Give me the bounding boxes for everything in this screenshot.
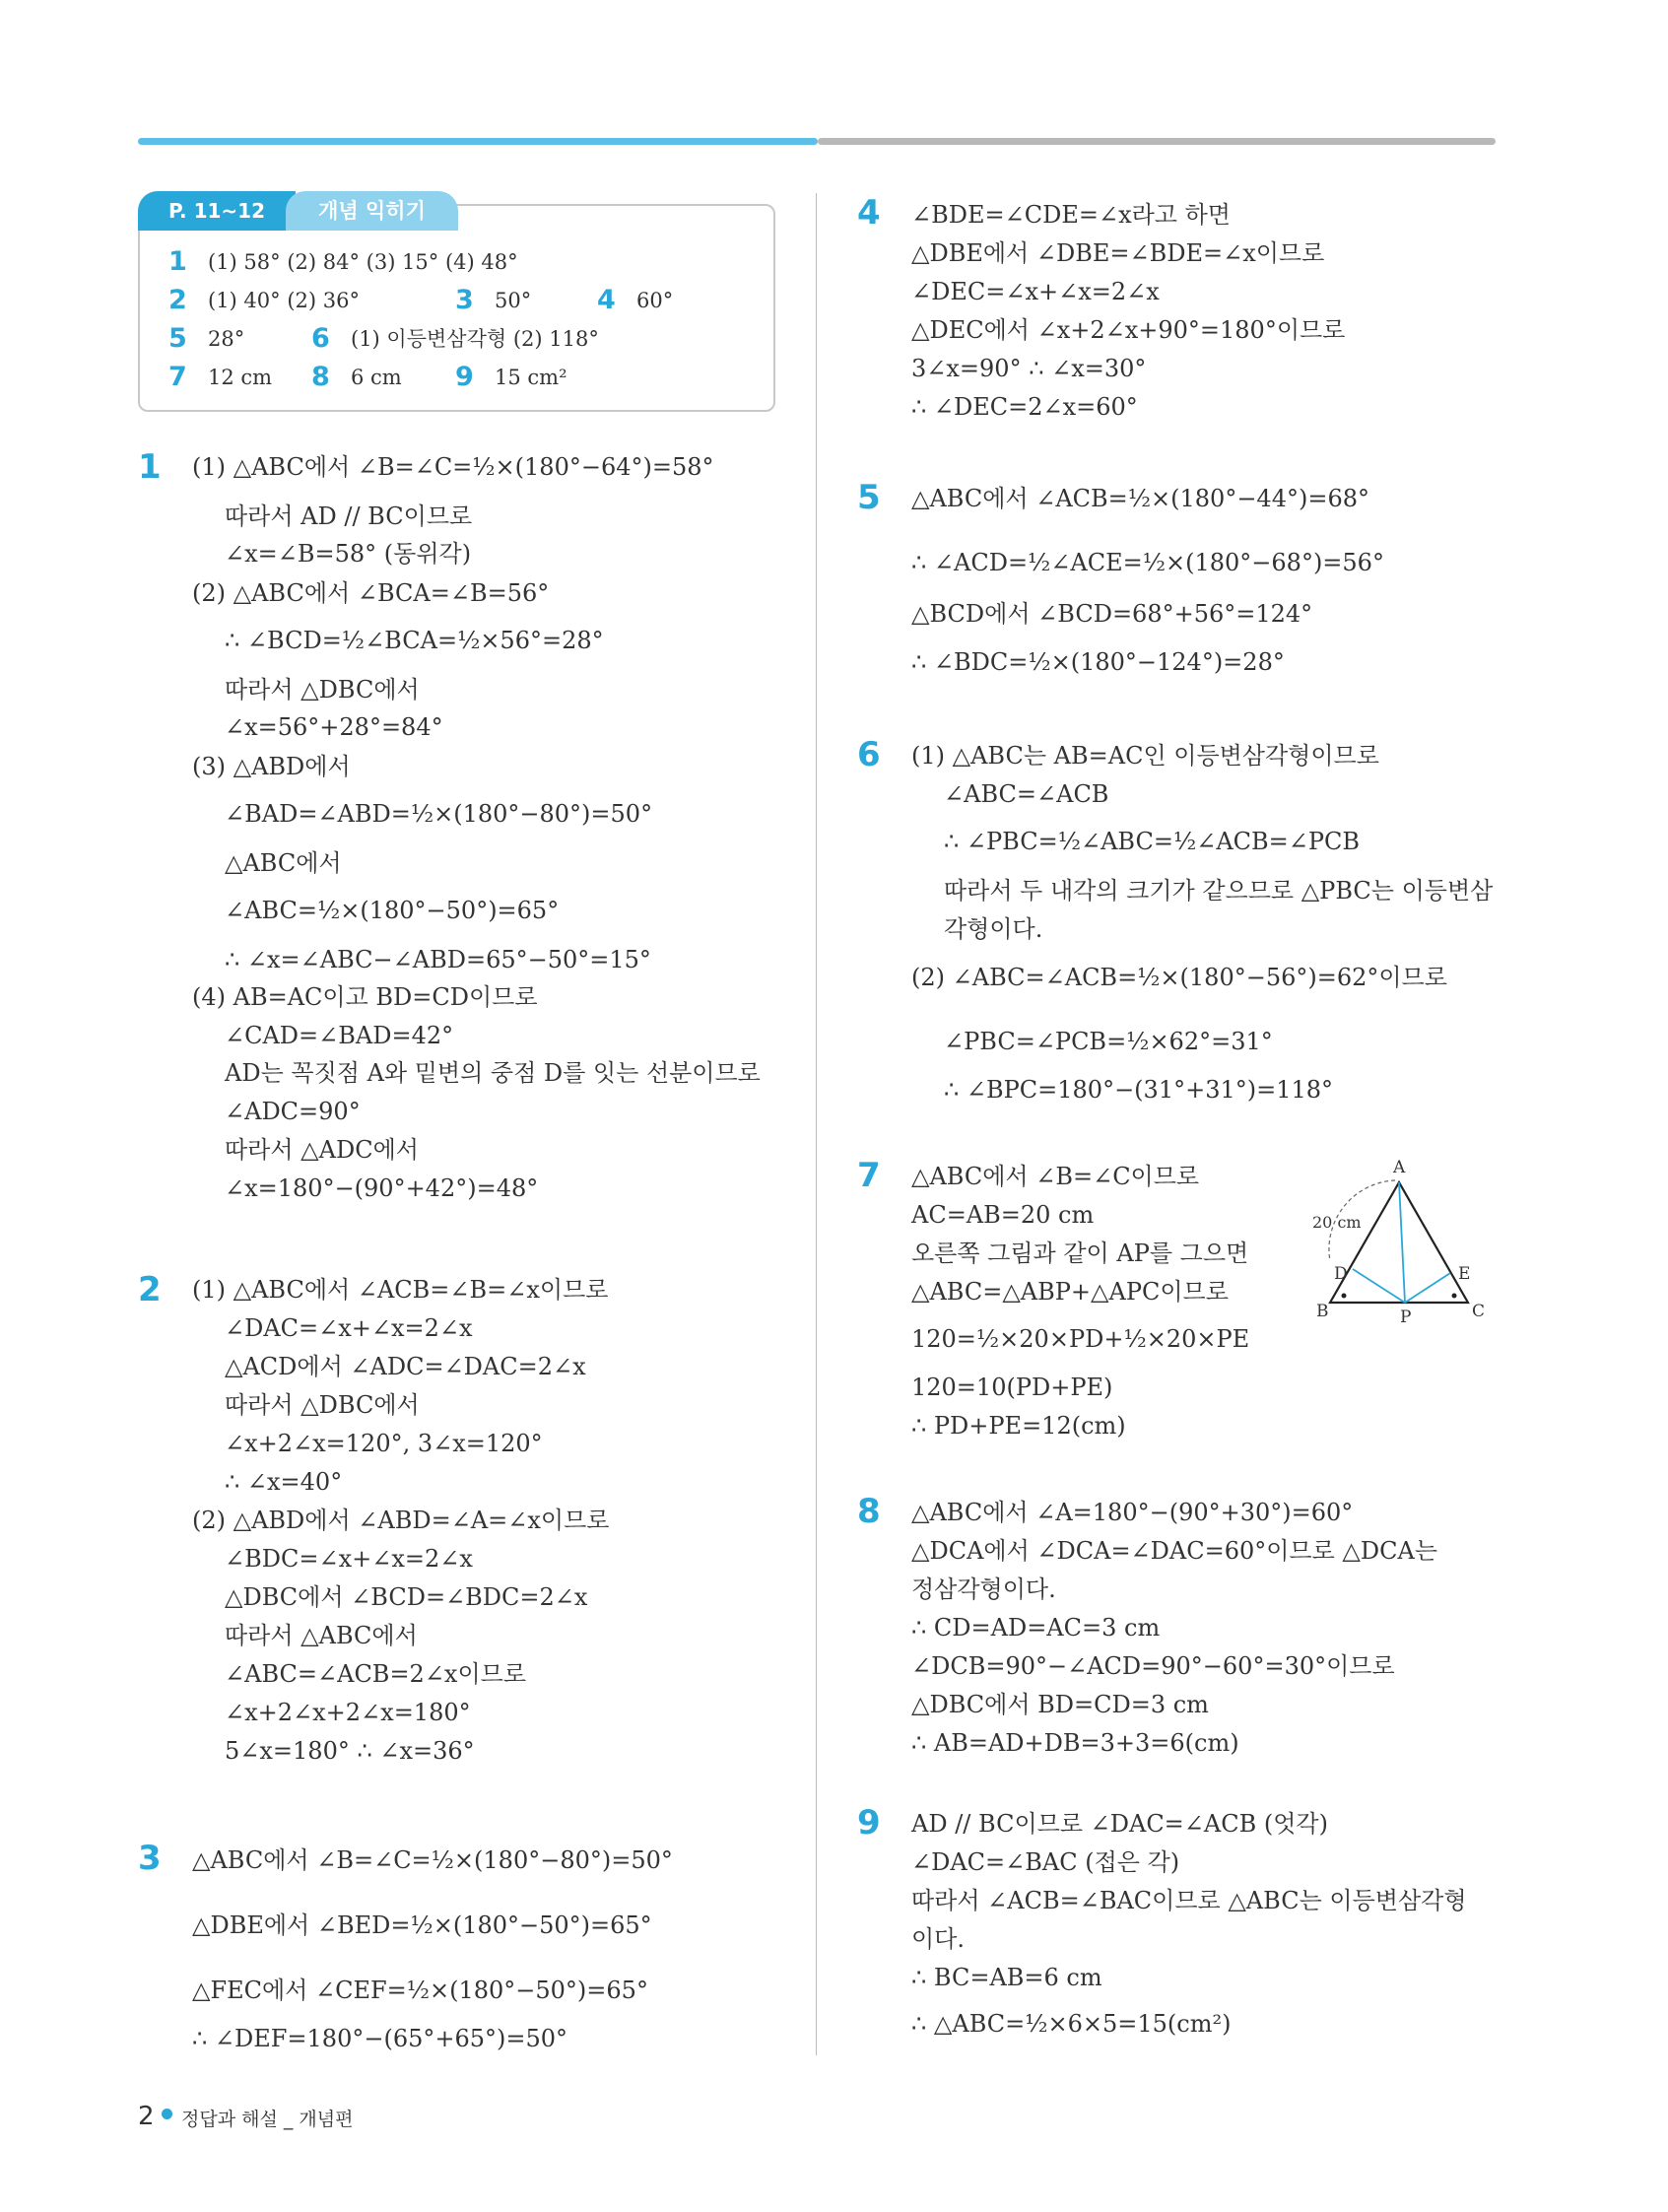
- solution-line: ∴ △ABC=½×6×5=15(cm²): [911, 2010, 1232, 2038]
- segment-pd: [1353, 1269, 1405, 1303]
- solution-line: ∠ABC=∠ACB: [944, 780, 1109, 808]
- answer-text: 50°: [495, 289, 532, 312]
- problem-number-5: 5: [857, 478, 881, 517]
- solution-line: ∠DEC=∠x+∠x=2∠x: [911, 278, 1160, 305]
- label-p: P: [1400, 1307, 1412, 1327]
- solution-line: △ACD에서 ∠ADC=∠DAC=2∠x: [225, 1353, 586, 1380]
- solution-line: ∠ABC=∠ACB=2∠x이므로: [225, 1660, 527, 1688]
- solution-line: (3) △ABD에서: [192, 753, 351, 780]
- problem-number-1: 1: [138, 447, 162, 487]
- solution-line: △BCD에서 ∠BCD=68°+56°=124°: [911, 600, 1313, 628]
- solution-line: 각형이다.: [944, 915, 1043, 943]
- solution-line: △ABC에서: [225, 849, 342, 877]
- header-line-blue: [138, 138, 818, 145]
- solution-line: ∠x+2∠x+2∠x=180°: [225, 1699, 471, 1726]
- solution-line: ∴ ∠x=∠ABC−∠ABD=65°−50°=15°: [225, 946, 651, 973]
- segment-ap: [1399, 1182, 1405, 1303]
- solution-line: △ABC에서 ∠ACB=½×(180°−44°)=68°: [911, 485, 1369, 512]
- solution-line: △DEC에서 ∠x+2∠x+90°=180°이므로: [911, 316, 1346, 344]
- label-b: B: [1316, 1302, 1329, 1321]
- answer-num: 6: [311, 323, 330, 354]
- answer-text: 6 cm: [351, 366, 402, 389]
- solution-line: ∠PBC=∠PCB=½×62°=31°: [944, 1028, 1273, 1055]
- solution-line: ∴ AB=AD+DB=3+3=6(cm): [911, 1729, 1239, 1757]
- solution-line: 따라서 △ABC에서: [225, 1622, 418, 1649]
- solution-line: 3∠x=90° ∴ ∠x=30°: [911, 355, 1147, 382]
- answer-num: 7: [168, 362, 187, 392]
- solution-line: AC=AB=20 cm: [911, 1201, 1095, 1229]
- section-title-tab: 개념 익히기: [286, 191, 458, 231]
- solution-line: ∴ ∠BPC=180°−(31°+31°)=118°: [944, 1076, 1334, 1104]
- answer-num: 1: [168, 246, 187, 277]
- solution-line: ∠BDC=∠x+∠x=2∠x: [225, 1545, 473, 1573]
- solution-line: △FEC에서 ∠CEF=½×(180°−50°)=65°: [192, 1977, 648, 2004]
- answer-text: 12 cm: [208, 366, 273, 389]
- solution-line: △DBC에서 BD=CD=3 cm: [911, 1691, 1209, 1718]
- answer-text: (1) 58° (2) 84° (3) 15° (4) 48°: [208, 250, 518, 274]
- solution-line: (2) △ABC에서 ∠BCA=∠B=56°: [192, 579, 550, 607]
- solution-line: ∠x=180°−(90°+42°)=48°: [225, 1174, 539, 1202]
- answer-text: 60°: [636, 289, 674, 312]
- solution-line: ∴ BC=AB=6 cm: [911, 1964, 1102, 1991]
- solution-line: 이다.: [911, 1925, 965, 1953]
- solution-line: 120=10(PD+PE): [911, 1374, 1113, 1401]
- problem-number-4: 4: [857, 193, 881, 233]
- answer-num: 3: [455, 285, 474, 315]
- solution-line: 따라서 △DBC에서: [225, 676, 420, 704]
- label-a: A: [1393, 1158, 1406, 1177]
- solution-line: AD // BC이므로 ∠DAC=∠ACB (엇각): [911, 1810, 1328, 1838]
- answer-num: 4: [597, 285, 616, 315]
- label-c: C: [1472, 1302, 1486, 1321]
- problem-number-9: 9: [857, 1803, 881, 1843]
- triangle-figure: [1301, 1153, 1498, 1330]
- solution-line: ∴ ∠DEC=2∠x=60°: [911, 393, 1138, 421]
- solution-line: ∴ ∠BDC=½×(180°−124°)=28°: [911, 648, 1285, 676]
- angle-mark-b: [1342, 1294, 1347, 1299]
- solution-line: (1) △ABC에서 ∠B=∠C=½×(180°−64°)=58°: [192, 453, 714, 481]
- angle-mark-c: [1452, 1294, 1457, 1299]
- problem-number-2: 2: [138, 1270, 162, 1309]
- answer-text: 28°: [208, 327, 245, 351]
- header-line-gray: [818, 138, 1496, 145]
- solution-line: (4) AB=AC이고 BD=CD이므로: [192, 983, 538, 1011]
- solution-line: △ABC에서 ∠B=∠C이므로: [911, 1163, 1200, 1190]
- solution-line: ∠DAC=∠BAC (접은 각): [911, 1848, 1180, 1876]
- solution-line: ∴ ∠PBC=½∠ABC=½∠ACB=∠PCB: [944, 828, 1361, 855]
- solution-line: (1) △ABC는 AB=AC인 이등변삼각형이므로: [911, 742, 1379, 770]
- problem-number-8: 8: [857, 1492, 881, 1531]
- solution-line: 정삼각형이다.: [911, 1575, 1056, 1603]
- solution-line: ∠ABC=½×(180°−50°)=65°: [225, 897, 560, 924]
- answer-num: 5: [168, 323, 187, 354]
- label-d: D: [1334, 1264, 1348, 1284]
- solution-line: △DBE에서 ∠DBE=∠BDE=∠x이므로: [911, 239, 1325, 267]
- solution-line: 따라서 AD // BC이므로: [225, 503, 473, 530]
- solution-line: △DBC에서 ∠BCD=∠BDC=2∠x: [225, 1583, 588, 1611]
- answer-text: 15 cm²: [495, 366, 567, 389]
- solution-line: 따라서 △ADC에서: [225, 1136, 419, 1164]
- problem-number-7: 7: [857, 1156, 881, 1195]
- solution-line: 오른쪽 그림과 같이 AP를 그으면: [911, 1240, 1249, 1267]
- solution-line: ∴ ∠BCD=½∠BCA=½×56°=28°: [225, 627, 604, 654]
- solution-line: ∴ ∠x=40°: [225, 1468, 343, 1496]
- solution-line: ∠BDE=∠CDE=∠x라고 하면: [911, 201, 1231, 229]
- solution-line: 120=½×20×PD+½×20×PE: [911, 1325, 1250, 1353]
- answer-num: 2: [168, 285, 187, 315]
- label-length: 20 cm: [1312, 1213, 1362, 1232]
- solution-line: △DBE에서 ∠BED=½×(180°−50°)=65°: [192, 1911, 652, 1939]
- answer-num: 9: [455, 362, 474, 392]
- solution-line: (2) △ABD에서 ∠ABD=∠A=∠x이므로: [192, 1507, 610, 1534]
- solution-line: 5∠x=180° ∴ ∠x=36°: [225, 1737, 475, 1765]
- solution-line: ∠DAC=∠x+∠x=2∠x: [225, 1314, 473, 1342]
- solution-line: ∴ ∠ACD=½∠ACE=½×(180°−68°)=56°: [911, 549, 1384, 576]
- solution-line: (1) △ABC에서 ∠ACB=∠B=∠x이므로: [192, 1276, 609, 1304]
- solution-line: ∴ PD+PE=12(cm): [911, 1412, 1126, 1440]
- solution-line: ∠BAD=∠ABD=½×(180°−80°)=50°: [225, 800, 653, 828]
- problem-number-3: 3: [138, 1839, 162, 1878]
- solution-line: △ABC에서 ∠B=∠C=½×(180°−80°)=50°: [192, 1846, 673, 1874]
- solution-line: △DCA에서 ∠DCA=∠DAC=60°이므로 △DCA는: [911, 1537, 1438, 1565]
- solution-line: (2) ∠ABC=∠ACB=½×(180°−56°)=62°이므로: [911, 964, 1447, 991]
- footer-title: 정답과 해설 _ 개념편: [181, 2109, 354, 2130]
- footer-bullet: [162, 2109, 172, 2119]
- segment-pe: [1405, 1273, 1450, 1303]
- solution-line: ∴ CD=AD=AC=3 cm: [911, 1614, 1161, 1642]
- solution-line: 따라서 ∠ACB=∠BAC이므로 △ABC는 이등변삼각형: [911, 1887, 1467, 1914]
- solution-line: △ABC=△ABP+△APC이므로: [911, 1278, 1229, 1306]
- solution-line: ∴ ∠DEF=180°−(65°+65°)=50°: [192, 2025, 568, 2052]
- solution-line: ∠x=56°+28°=84°: [225, 713, 443, 741]
- solution-line: ∠x+2∠x=120°, 3∠x=120°: [225, 1430, 543, 1457]
- label-e: E: [1458, 1264, 1471, 1284]
- page-number: 2: [138, 2102, 155, 2131]
- solution-line: △ABC에서 ∠A=180°−(90°+30°)=60°: [911, 1499, 1354, 1526]
- answer-text: (1) 40° (2) 36°: [208, 289, 360, 312]
- solution-line: 따라서 두 내각의 크기가 같으므로 △PBC는 이등변삼: [944, 877, 1494, 905]
- solution-line: AD는 꼭짓점 A와 밑변의 중점 D를 잇는 선분이므로: [225, 1059, 761, 1087]
- problem-number-6: 6: [857, 735, 881, 774]
- answer-num: 8: [311, 362, 330, 392]
- solution-line: 따라서 △DBC에서: [225, 1391, 420, 1419]
- solution-line: ∠DCB=90°−∠ACD=90°−60°=30°이므로: [911, 1652, 1395, 1680]
- page-range-tab: P. 11~12: [138, 191, 296, 231]
- solution-line: ∠x=∠B=58° (동위각): [225, 540, 472, 568]
- solution-line: ∠ADC=90°: [225, 1098, 361, 1125]
- answer-text: (1) 이등변삼각형 (2) 118°: [351, 327, 599, 351]
- solution-line: ∠CAD=∠BAD=42°: [225, 1022, 454, 1049]
- column-divider: [816, 193, 817, 2055]
